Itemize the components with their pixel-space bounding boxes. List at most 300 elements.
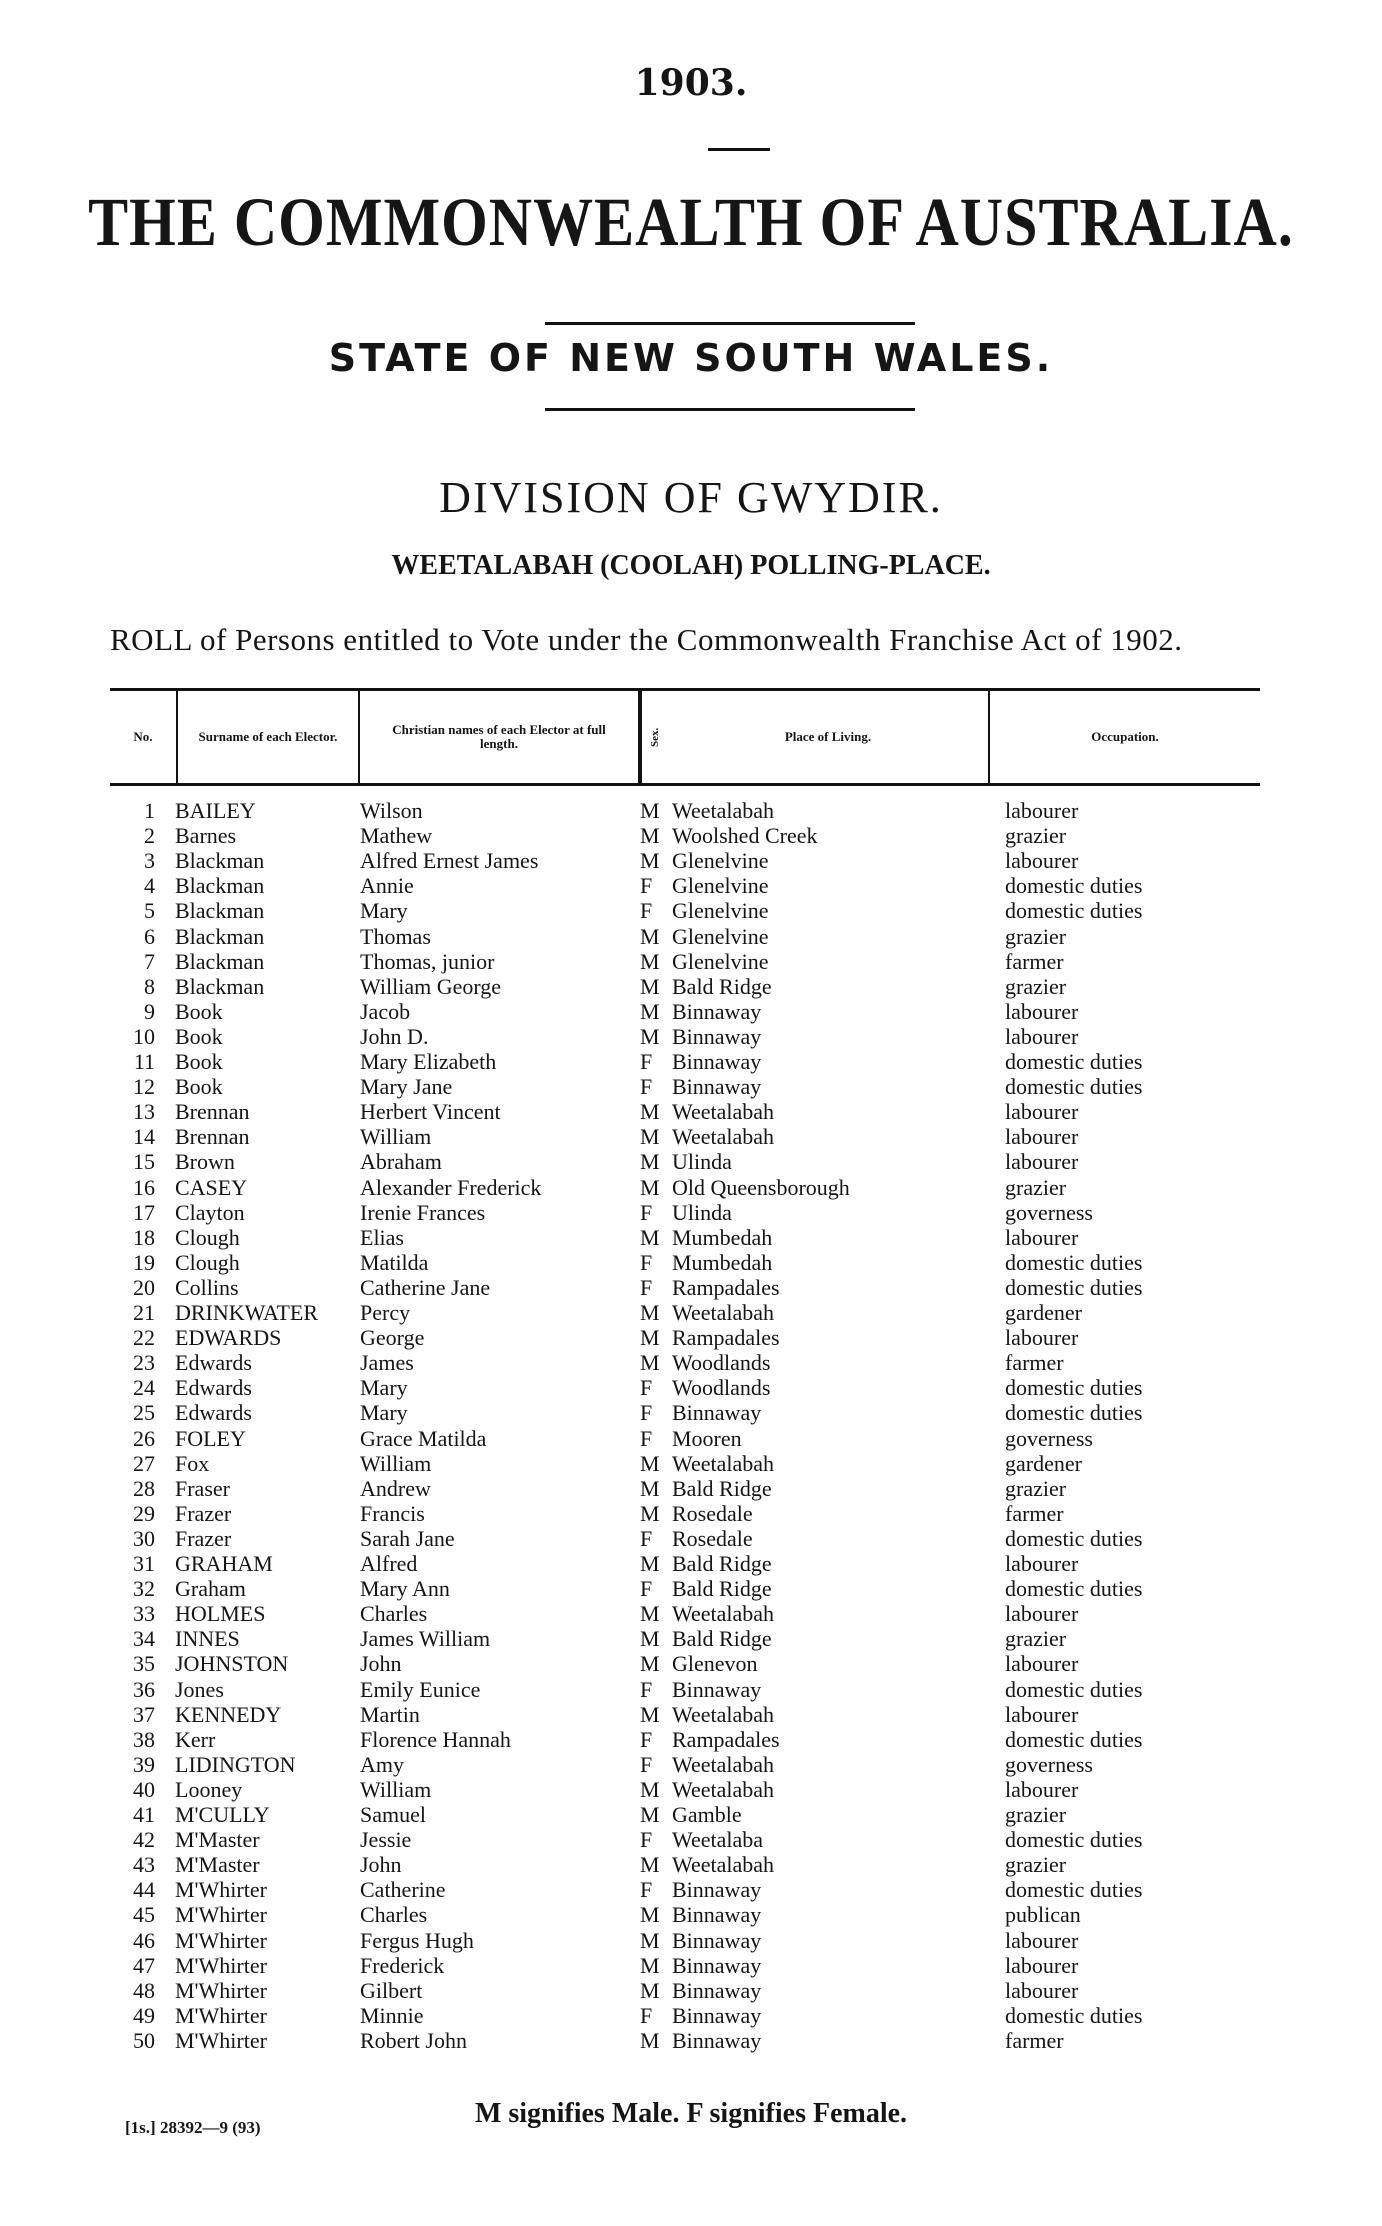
row-place-of-living: Weetalabah: [672, 1124, 775, 1150]
row-surname: FOLEY: [175, 1425, 246, 1451]
row-christian-names: Alexander Frederick: [360, 1174, 542, 1200]
row-place-of-living: Binnaway: [672, 1676, 762, 1702]
table-row: [0, 1752, 1382, 1777]
row-surname: Looney: [175, 1776, 243, 1802]
table-row: [0, 2003, 1382, 2028]
state-divider: [545, 408, 915, 411]
table-row: [0, 848, 1382, 873]
table-row: [0, 1802, 1382, 1827]
row-sex: F: [640, 873, 653, 899]
row-sex: F: [640, 1375, 653, 1401]
row-sex: F: [640, 2002, 653, 2028]
row-number: 32: [133, 1576, 155, 1602]
table-row: [0, 1074, 1382, 1099]
row-occupation: domestic duties: [1005, 1877, 1143, 1903]
row-number: 45: [133, 1902, 155, 1928]
row-number: 47: [133, 1952, 155, 1978]
row-sex: M: [640, 923, 660, 949]
row-surname: Brown: [175, 1149, 235, 1175]
row-place-of-living: Woolshed Creek: [672, 823, 818, 849]
table-row: [0, 1777, 1382, 1802]
row-place-of-living: Binnaway: [672, 998, 762, 1024]
row-number: 37: [133, 1701, 155, 1727]
row-surname: GRAHAM: [175, 1551, 273, 1576]
row-sex: M: [640, 1350, 660, 1376]
row-occupation: grazier: [1005, 1852, 1067, 1878]
row-surname: LIDINGTON: [175, 1751, 296, 1777]
row-christian-names: Mary Ann: [360, 1576, 450, 1602]
row-place-of-living: Binnaway: [672, 1877, 762, 1903]
row-place-of-living: Glenelvine: [672, 898, 769, 924]
row-sex: F: [640, 1274, 653, 1300]
row-number: 50: [133, 2027, 155, 2053]
row-place-of-living: Bald Ridge: [672, 1551, 772, 1576]
row-place-of-living: Old Queensborough: [672, 1174, 850, 1200]
table-row: [0, 1350, 1382, 1375]
row-sex: M: [640, 1776, 660, 1802]
row-sex: M: [640, 1902, 660, 1928]
header-surname: Surname of each Elector.: [178, 691, 360, 783]
row-christian-names: Matilda: [360, 1249, 429, 1275]
table-row: [0, 924, 1382, 949]
row-number: 16: [133, 1174, 155, 1200]
row-sex: F: [640, 1049, 653, 1074]
table-row: [0, 2028, 1382, 2053]
row-occupation: domestic duties: [1005, 1525, 1143, 1551]
row-christian-names: Mary: [360, 1400, 408, 1426]
row-christian-names: Grace Matilda: [360, 1425, 487, 1451]
row-place-of-living: Weetalabah: [672, 1751, 775, 1777]
row-christian-names: Mary Elizabeth: [360, 1049, 497, 1074]
row-christian-names: Alfred: [360, 1551, 418, 1576]
row-place-of-living: Gamble: [672, 1802, 742, 1827]
row-number: 1: [144, 798, 155, 823]
year-heading: 1903.: [634, 62, 748, 104]
row-sex: M: [640, 1601, 660, 1627]
row-sex: F: [640, 1400, 653, 1426]
row-occupation: grazier: [1005, 1174, 1067, 1200]
row-surname: Book: [175, 1074, 223, 1100]
row-number: 40: [133, 1776, 155, 1802]
row-number: 7: [144, 948, 155, 974]
row-place-of-living: Mumbedah: [672, 1224, 773, 1250]
row-occupation: labourer: [1005, 1927, 1079, 1953]
row-surname: Barnes: [175, 823, 237, 849]
row-sex: M: [640, 1475, 660, 1501]
row-number: 21: [133, 1300, 155, 1325]
row-surname: Edwards: [175, 1350, 252, 1376]
row-sex: M: [640, 1802, 660, 1827]
row-surname: M'Whirter: [175, 1902, 267, 1928]
row-christian-names: Jacob: [360, 998, 411, 1024]
row-occupation: domestic duties: [1005, 1676, 1143, 1702]
row-christian-names: Emily Eunice: [360, 1676, 481, 1702]
row-christian-names: Thomas: [360, 923, 431, 949]
row-sex: M: [640, 1701, 660, 1727]
table-row: [0, 1149, 1382, 1174]
row-sex: M: [640, 1626, 660, 1652]
row-surname: EDWARDS: [175, 1325, 282, 1351]
row-place-of-living: Glenelvine: [672, 848, 769, 874]
row-place-of-living: Binnaway: [672, 2002, 762, 2028]
row-christian-names: Mary: [360, 898, 408, 924]
row-occupation: labourer: [1005, 798, 1079, 823]
table-row: [0, 974, 1382, 999]
row-surname: M'Whirter: [175, 1877, 267, 1903]
row-number: 18: [133, 1224, 155, 1250]
row-occupation: labourer: [1005, 1601, 1079, 1627]
row-place-of-living: Woodlands: [672, 1350, 771, 1376]
row-sex: M: [640, 2027, 660, 2053]
row-sex: M: [640, 1124, 660, 1150]
table-row: [0, 1953, 1382, 1978]
row-christian-names: Thomas, junior: [360, 948, 495, 974]
table-row: [0, 1928, 1382, 1953]
row-occupation: gardener: [1005, 1300, 1082, 1325]
row-surname: Book: [175, 1023, 223, 1049]
row-sex: M: [640, 948, 660, 974]
row-place-of-living: Binnaway: [672, 1049, 762, 1074]
table-row: [0, 898, 1382, 923]
table-row: [0, 1526, 1382, 1551]
division-heading: DIVISION OF GWYDIR.: [439, 473, 943, 522]
row-occupation: grazier: [1005, 1802, 1067, 1827]
row-number: 6: [144, 923, 155, 949]
row-sex: F: [640, 1576, 653, 1602]
row-christian-names: Elias: [360, 1224, 404, 1250]
table-header: [110, 688, 1260, 786]
row-occupation: labourer: [1005, 1099, 1079, 1125]
row-christian-names: Martin: [360, 1701, 420, 1727]
row-occupation: farmer: [1005, 1500, 1064, 1526]
row-occupation: governess: [1005, 1425, 1093, 1451]
row-surname: Clough: [175, 1224, 240, 1250]
row-christian-names: Percy: [360, 1300, 411, 1325]
row-sex: M: [640, 998, 660, 1024]
row-place-of-living: Glenelvine: [672, 923, 769, 949]
row-sex: M: [640, 1952, 660, 1978]
row-occupation: domestic duties: [1005, 1074, 1143, 1100]
row-sex: M: [640, 1927, 660, 1953]
row-christian-names: Mary: [360, 1375, 408, 1401]
row-sex: M: [640, 1551, 660, 1576]
row-sex: F: [640, 1827, 653, 1853]
table-row: [0, 1476, 1382, 1501]
row-surname: Frazer: [175, 1500, 232, 1526]
row-christian-names: Fergus Hugh: [360, 1927, 474, 1953]
row-christian-names: Mary Jane: [360, 1074, 453, 1100]
row-occupation: labourer: [1005, 1701, 1079, 1727]
row-occupation: domestic duties: [1005, 1827, 1143, 1853]
row-occupation: labourer: [1005, 1149, 1079, 1175]
row-occupation: domestic duties: [1005, 1400, 1143, 1426]
row-sex: F: [640, 898, 653, 924]
row-number: 46: [133, 1927, 155, 1953]
row-place-of-living: Binnaway: [672, 2027, 762, 2053]
row-sex: M: [640, 848, 660, 874]
row-number: 2: [144, 823, 155, 849]
row-number: 17: [133, 1199, 155, 1225]
row-surname: M'Whirter: [175, 2027, 267, 2053]
table-row: [0, 1451, 1382, 1476]
row-surname: Collins: [175, 1274, 239, 1300]
row-number: 34: [133, 1626, 155, 1652]
row-sex: M: [640, 823, 660, 849]
row-number: 44: [133, 1877, 155, 1903]
row-christian-names: William George: [360, 973, 502, 999]
row-sex: M: [640, 1099, 660, 1125]
row-surname: Blackman: [175, 848, 265, 874]
row-occupation: domestic duties: [1005, 898, 1143, 924]
row-christian-names: Charles: [360, 1902, 428, 1928]
roll-heading: ROLL of Persons entitled to Vote under the Commonwealth Franchise Act of 1902.: [110, 622, 1183, 657]
row-christian-names: John: [360, 1651, 402, 1677]
row-number: 35: [133, 1651, 155, 1677]
row-place-of-living: Glenelvine: [672, 873, 769, 899]
row-surname: M'CULLY: [175, 1802, 270, 1827]
commonwealth-title: THE COMMONWEALTH OF AUSTRALIA.: [88, 183, 1294, 260]
row-place-of-living: Weetalabah: [672, 1852, 775, 1878]
row-place-of-living: Woodlands: [672, 1375, 771, 1401]
row-surname: M'Whirter: [175, 2002, 267, 2028]
table-row: [0, 1300, 1382, 1325]
table-row: [0, 1827, 1382, 1852]
table-row: [0, 1501, 1382, 1526]
row-place-of-living: Weetalabah: [672, 1099, 775, 1125]
row-christian-names: Sarah Jane: [360, 1525, 455, 1551]
row-occupation: domestic duties: [1005, 1249, 1143, 1275]
row-surname: M'Whirter: [175, 1977, 267, 2003]
row-occupation: grazier: [1005, 973, 1067, 999]
row-place-of-living: Rosedale: [672, 1525, 753, 1551]
row-christian-names: Samuel: [360, 1802, 426, 1827]
row-place-of-living: Weetalabah: [672, 1300, 775, 1325]
row-number: 24: [133, 1375, 155, 1401]
row-place-of-living: Binnaway: [672, 1902, 762, 1928]
row-christian-names: Gilbert: [360, 1977, 423, 2003]
row-number: 27: [133, 1450, 155, 1476]
row-christian-names: Wilson: [360, 798, 423, 823]
row-place-of-living: Bald Ridge: [672, 1475, 772, 1501]
row-place-of-living: Ulinda: [672, 1199, 732, 1225]
row-number: 15: [133, 1149, 155, 1175]
row-place-of-living: Weetalaba: [672, 1827, 764, 1853]
row-sex: M: [640, 1852, 660, 1878]
row-surname: M'Master: [175, 1827, 260, 1853]
row-surname: Clough: [175, 1249, 240, 1275]
table-row: [0, 1551, 1382, 1576]
row-sex: M: [640, 1023, 660, 1049]
row-number: 10: [133, 1023, 155, 1049]
row-surname: M'Whirter: [175, 1927, 267, 1953]
row-number: 38: [133, 1726, 155, 1752]
row-christian-names: Alfred Ernest James: [360, 848, 539, 874]
row-occupation: governess: [1005, 1751, 1093, 1777]
row-christian-names: Amy: [360, 1751, 404, 1777]
row-occupation: farmer: [1005, 2027, 1064, 2053]
row-surname: Blackman: [175, 948, 265, 974]
row-sex: F: [640, 1199, 653, 1225]
row-place-of-living: Glenevon: [672, 1651, 758, 1677]
row-christian-names: George: [360, 1325, 425, 1351]
table-row: [0, 1576, 1382, 1601]
table-row: [0, 1275, 1382, 1300]
table-row: [0, 1978, 1382, 2003]
row-number: 11: [133, 1049, 155, 1074]
row-number: 14: [133, 1124, 155, 1150]
row-sex: F: [640, 1676, 653, 1702]
row-surname: KENNEDY: [175, 1701, 282, 1727]
row-surname: Blackman: [175, 898, 265, 924]
row-sex: M: [640, 1651, 660, 1677]
row-christian-names: James: [360, 1350, 414, 1376]
row-sex: M: [640, 1325, 660, 1351]
table-row: [0, 1225, 1382, 1250]
row-surname: M'Whirter: [175, 1952, 267, 1978]
row-christian-names: Minnie: [360, 2002, 424, 2028]
row-place-of-living: Bald Ridge: [672, 1626, 772, 1652]
row-place-of-living: Rampadales: [672, 1274, 780, 1300]
row-number: 26: [133, 1425, 155, 1451]
row-christian-names: Andrew: [360, 1475, 431, 1501]
row-number: 33: [133, 1601, 155, 1627]
row-place-of-living: Weetalabah: [672, 1450, 775, 1476]
table-row: [0, 1852, 1382, 1877]
row-sex: F: [640, 1074, 653, 1100]
row-occupation: labourer: [1005, 998, 1079, 1024]
table-row: [0, 1626, 1382, 1651]
header-sex: Sex.: [640, 691, 668, 783]
header-place: Place of Living.: [668, 691, 990, 783]
row-surname: Kerr: [175, 1726, 216, 1752]
row-place-of-living: Weetalabah: [672, 1701, 775, 1727]
row-occupation: domestic duties: [1005, 2002, 1143, 2028]
row-number: 9: [144, 998, 155, 1024]
row-sex: F: [640, 1425, 653, 1451]
row-christian-names: William: [360, 1776, 432, 1802]
row-sex: M: [640, 1174, 660, 1200]
row-place-of-living: Binnaway: [672, 1952, 762, 1978]
row-sex: M: [640, 1977, 660, 2003]
row-christian-names: Florence Hannah: [360, 1726, 511, 1752]
row-christian-names: John: [360, 1852, 402, 1878]
row-occupation: grazier: [1005, 823, 1067, 849]
row-place-of-living: Weetalabah: [672, 1601, 775, 1627]
row-surname: INNES: [175, 1626, 240, 1652]
row-place-of-living: Binnaway: [672, 1074, 762, 1100]
table-row: [0, 1400, 1382, 1425]
row-christian-names: Charles: [360, 1601, 428, 1627]
row-occupation: labourer: [1005, 1124, 1079, 1150]
header-christian: Christian names of each Elector at full length.: [360, 691, 640, 783]
row-number: 36: [133, 1676, 155, 1702]
sex-legend: M signifies Male. F signifies Female.: [474, 2098, 908, 2129]
row-number: 30: [133, 1525, 155, 1551]
row-place-of-living: Binnaway: [672, 1927, 762, 1953]
row-sex: M: [640, 1224, 660, 1250]
table-row: [0, 999, 1382, 1024]
row-surname: Blackman: [175, 873, 265, 899]
row-sex: F: [640, 1726, 653, 1752]
polling-place-heading: WEETALABAH (COOLAH) POLLING-PLACE.: [391, 550, 991, 581]
table-row: [0, 1677, 1382, 1702]
table-row: [0, 1902, 1382, 1927]
row-occupation: labourer: [1005, 1651, 1079, 1677]
row-surname: Brennan: [175, 1099, 250, 1125]
row-occupation: labourer: [1005, 1325, 1079, 1351]
row-christian-names: James William: [360, 1626, 491, 1652]
row-occupation: labourer: [1005, 848, 1079, 874]
table-row: [0, 1727, 1382, 1752]
row-occupation: labourer: [1005, 1224, 1079, 1250]
row-surname: Frazer: [175, 1525, 232, 1551]
row-sex: F: [640, 1249, 653, 1275]
row-sex: M: [640, 1450, 660, 1476]
row-christian-names: Annie: [360, 873, 414, 899]
row-christian-names: William: [360, 1450, 432, 1476]
row-number: 13: [133, 1099, 155, 1125]
row-place-of-living: Binnaway: [672, 1977, 762, 2003]
row-sex: F: [640, 1525, 653, 1551]
table-row: [0, 873, 1382, 898]
row-occupation: farmer: [1005, 948, 1064, 974]
row-surname: Clayton: [175, 1199, 245, 1225]
row-sex: M: [640, 1300, 660, 1325]
row-place-of-living: Rosedale: [672, 1500, 753, 1526]
row-sex: M: [640, 1149, 660, 1175]
row-occupation: domestic duties: [1005, 1049, 1143, 1074]
row-place-of-living: Glenelvine: [672, 948, 769, 974]
row-surname: Book: [175, 998, 223, 1024]
row-surname: Fox: [175, 1450, 210, 1476]
row-surname: Edwards: [175, 1400, 252, 1426]
row-number: 31: [133, 1551, 155, 1576]
row-occupation: farmer: [1005, 1350, 1064, 1376]
row-christian-names: Herbert Vincent: [360, 1099, 501, 1125]
table-row: [0, 1325, 1382, 1350]
row-occupation: grazier: [1005, 1626, 1067, 1652]
row-christian-names: Francis: [360, 1500, 425, 1526]
row-occupation: labourer: [1005, 1776, 1079, 1802]
title-divider: [545, 322, 915, 325]
row-occupation: domestic duties: [1005, 873, 1143, 899]
row-number: 8: [144, 973, 155, 999]
table-row: [0, 1124, 1382, 1149]
table-row: [0, 1651, 1382, 1676]
row-surname: Fraser: [175, 1475, 230, 1501]
row-occupation: domestic duties: [1005, 1576, 1143, 1602]
row-place-of-living: Binnaway: [672, 1400, 762, 1426]
row-sex: F: [640, 1751, 653, 1777]
state-heading: STATE OF NEW SOUTH WALES.: [328, 336, 1054, 380]
row-surname: M'Master: [175, 1852, 260, 1878]
row-occupation: labourer: [1005, 1977, 1079, 2003]
row-place-of-living: Mooren: [672, 1425, 742, 1451]
row-occupation: grazier: [1005, 1475, 1067, 1501]
table-row: [0, 1024, 1382, 1049]
row-sex: M: [640, 798, 660, 823]
table-row: [0, 1702, 1382, 1727]
row-sex: M: [640, 973, 660, 999]
row-place-of-living: Weetalabah: [672, 798, 775, 823]
row-number: 22: [133, 1325, 155, 1351]
row-number: 39: [133, 1751, 155, 1777]
row-christian-names: Catherine: [360, 1877, 446, 1903]
row-number: 28: [133, 1475, 155, 1501]
row-surname: Blackman: [175, 973, 265, 999]
row-place-of-living: Rampadales: [672, 1726, 780, 1752]
row-christian-names: Abraham: [360, 1149, 442, 1175]
